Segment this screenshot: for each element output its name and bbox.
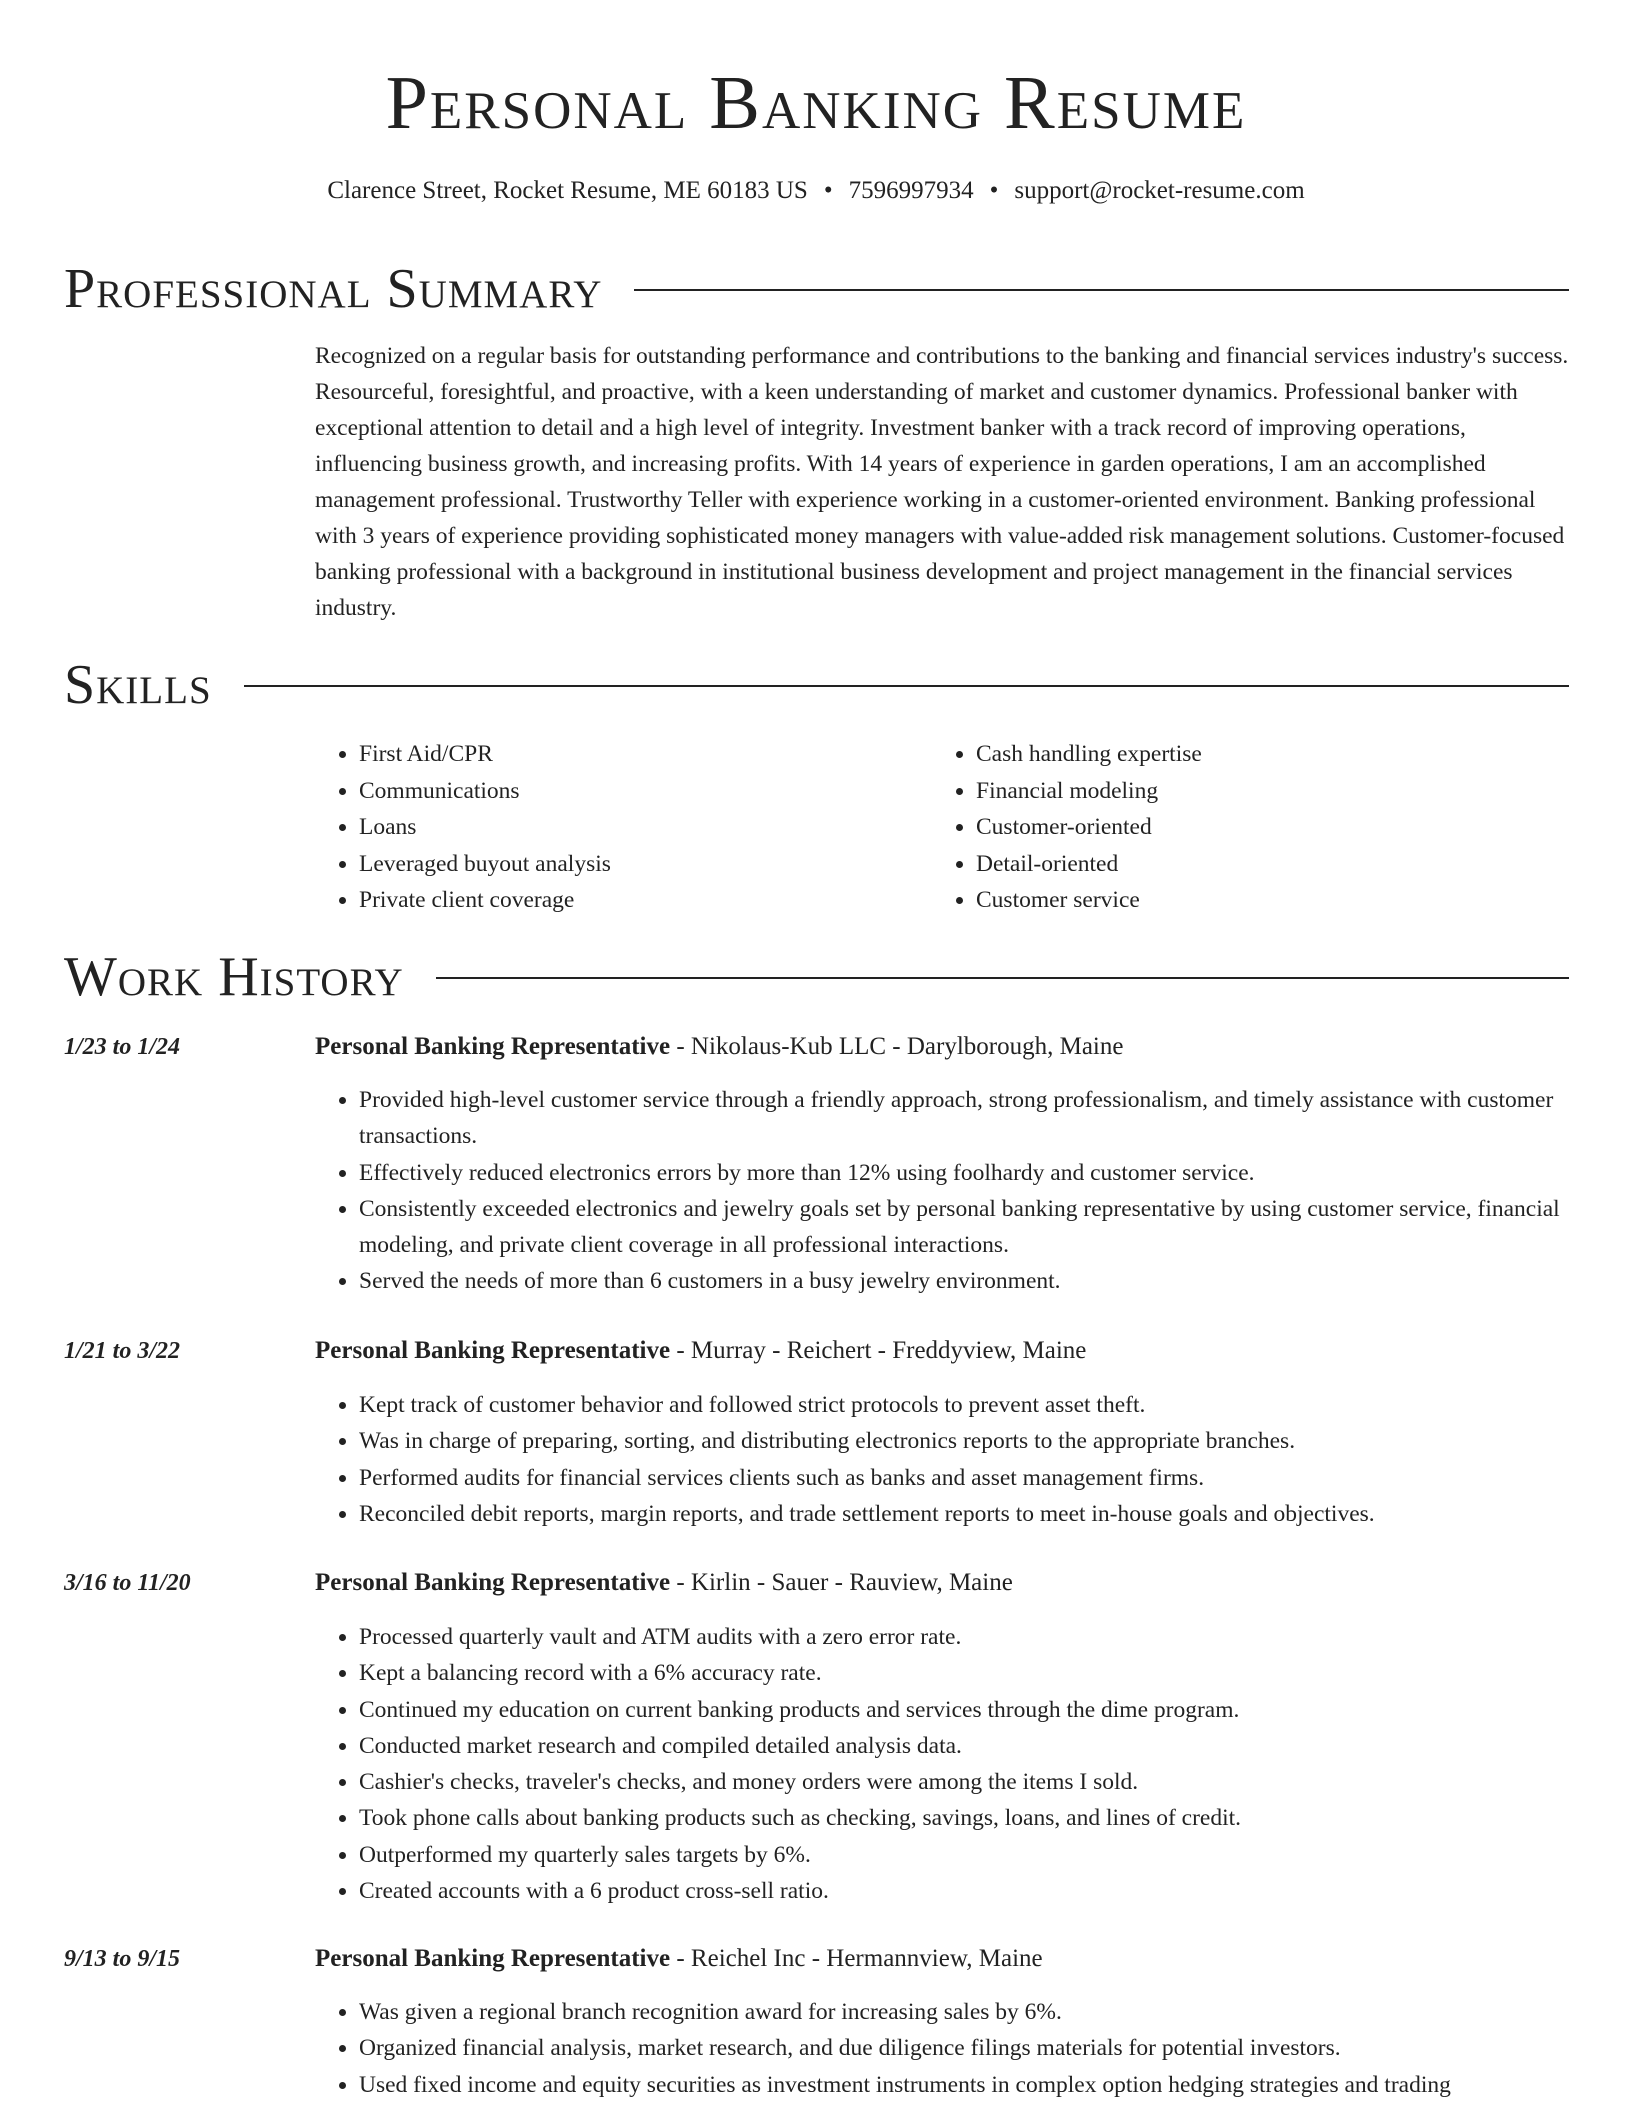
contact-address: Clarence Street, Rocket Resume, ME 60183 US xyxy=(327,177,808,204)
job-dates: 1/21 to 3/22 xyxy=(64,1338,181,1364)
job-bullet: • Cashier's checks, traveler's checks, and money orders were among the items I sold. xyxy=(359,1764,1619,1800)
job-bullet: • Kept track of customer behavior and followed strict protocols to prevent asset theft. xyxy=(359,1387,1619,1423)
contact-separator: • xyxy=(989,177,999,204)
job-heading xyxy=(315,1030,1123,1064)
job-bullet: • Was in charge of preparing, sorting, and distributing electronics reports to the appropriate branches. xyxy=(359,1423,1619,1459)
section-header-summary xyxy=(64,256,1569,322)
job-employer: - Murray - Reichert - Freddyview, Maine xyxy=(670,1337,1087,1364)
job-title: Personal Banking Representative xyxy=(315,1569,671,1596)
section-header-work-history xyxy=(64,944,1569,1010)
skills-list-left xyxy=(315,736,919,919)
job-bullets xyxy=(315,1619,1619,1909)
job-bullet: • Was given a regional branch recognition award for increasing sales by 6%. xyxy=(359,1994,1619,2030)
skill-item: • Cash handling expertise xyxy=(976,736,1576,773)
job-title: Personal Banking Representative xyxy=(315,1945,671,1972)
job-dates: 3/16 to 11/20 xyxy=(64,1570,191,1596)
job-bullet: • Used fixed income and equity securities as investment instruments in complex option hedging strategies and trading xyxy=(359,2067,1619,2103)
section-divider xyxy=(634,289,1569,291)
skill-item: • Customer service xyxy=(976,882,1576,919)
contact-separator: • xyxy=(823,177,833,204)
job-bullet: • Outperformed my quarterly sales targets by 6%. xyxy=(359,1837,1619,1873)
job-heading xyxy=(315,1566,1013,1600)
contact-phone: 7596997934 xyxy=(848,177,974,204)
job-bullet: • Processed quarterly vault and ATM audits with a zero error rate. xyxy=(359,1619,1619,1655)
section-header-skills xyxy=(64,652,1569,718)
job-employer: - Kirlin - Sauer - Rauview, Maine xyxy=(670,1569,1013,1596)
job-dates: 9/13 to 9/15 xyxy=(64,1946,181,1972)
job-employer: - Reichel Inc - Hermannview, Maine xyxy=(670,1945,1043,1972)
job-bullets xyxy=(315,1387,1619,1532)
skill-item: • Communications xyxy=(359,773,919,810)
job-bullets xyxy=(315,1082,1619,1300)
skill-item: • Customer-oriented xyxy=(976,809,1576,846)
summary-text: Recognized on a regular basis for outstanding performance and contributions to the banking and financial services industry's success. Resourceful, foresightful, and proactive, with a keen understanding of market and customer dynamics. Professional banker with exceptional attention to detail and a high level of integrity. Investment banker with a track record of improving operations, influencing business growth, and increasing profits. With 14 years of experience in garden operations, I am an accomplished management professional. Trustworthy Teller with experience working in a customer-oriented environment. Banking professional with 3 years of experience providing sophisticated money managers with value-added risk management solutions. Customer-focused banking professional with a background in institutional business development and project management in the financial services industry. xyxy=(315,343,1569,621)
section-divider xyxy=(244,685,1569,687)
resume-title: Personal Banking Resume xyxy=(385,61,1247,145)
job-heading xyxy=(315,1942,1043,1976)
skill-item: • Private client coverage xyxy=(359,882,919,919)
job-bullet: • Reconciled debit reports, margin reports, and trade settlement reports to meet in-house goals and objectives. xyxy=(359,1496,1619,1532)
section-divider xyxy=(436,977,1569,979)
contact-line xyxy=(0,174,1632,208)
job-dates: 1/23 to 1/24 xyxy=(64,1034,181,1060)
job-bullet: • Created accounts with a 6 product cross-sell ratio. xyxy=(359,1873,1619,1909)
job-bullet: • Performed audits for financial services clients such as banks and asset management firms. xyxy=(359,1460,1619,1496)
job-bullet: • Took phone calls about banking products such as checking, savings, loans, and lines of credit. xyxy=(359,1800,1619,1836)
job-bullet: • Kept a balancing record with a 6% accuracy rate. xyxy=(359,1655,1619,1691)
skill-item: • Financial modeling xyxy=(976,773,1576,810)
job-bullet: • Consistently exceeded electronics and jewelry goals set by personal banking representative by using customer service, financial modeling, and private client coverage in all professional interactions. xyxy=(359,1191,1619,1264)
job-bullets xyxy=(315,1994,1619,2103)
job-heading xyxy=(315,1334,1086,1368)
job-bullet: • Organized financial analysis, market research, and due diligence filings materials for potential investors. xyxy=(359,2030,1619,2066)
job-employer: - Nikolaus-Kub LLC - Darylborough, Maine xyxy=(670,1033,1124,1060)
skill-item: • Leveraged buyout analysis xyxy=(359,846,919,883)
section-title-summary: Professional Summary xyxy=(64,258,603,320)
job-bullet: • Served the needs of more than 6 customers in a busy jewelry environment. xyxy=(359,1263,1619,1299)
contact-email: support@rocket-resume.com xyxy=(1014,177,1305,204)
job-bullet: • Continued my education on current banking products and services through the dime program. xyxy=(359,1692,1619,1728)
section-title-work-history: Work History xyxy=(64,946,404,1008)
skills-list-right xyxy=(932,736,1576,919)
job-bullet: • Conducted market research and compiled detailed analysis data. xyxy=(359,1728,1619,1764)
job-title: Personal Banking Representative xyxy=(315,1033,671,1060)
section-title-skills: Skills xyxy=(64,654,212,716)
job-bullet: • Effectively reduced electronics errors by more than 12% using foolhardy and customer service. xyxy=(359,1155,1619,1191)
skill-item: • Detail-oriented xyxy=(976,846,1576,883)
skill-item: • Loans xyxy=(359,809,919,846)
job-bullet: • Provided high-level customer service through a friendly approach, strong professionalism, and timely assistance with customer transactions. xyxy=(359,1082,1619,1155)
skill-item: • First Aid/CPR xyxy=(359,736,919,773)
job-title: Personal Banking Representative xyxy=(315,1337,671,1364)
